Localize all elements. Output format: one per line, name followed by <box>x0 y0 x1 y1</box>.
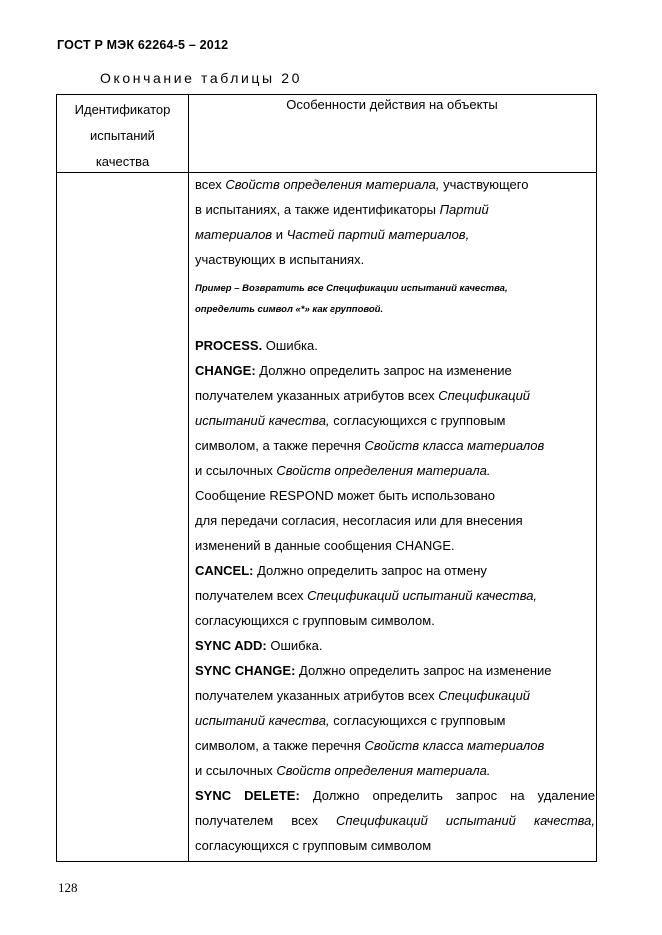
text-line: испытаний качества, согласующихся с групповым <box>195 413 506 428</box>
features-cell <box>195 172 595 858</box>
text-line: участвующих в испытаниях. <box>195 252 365 267</box>
text-line: получателем указанных атрибутов всех Спецификаций <box>195 388 531 403</box>
column-header-features: Особенности действия на объекты <box>286 97 498 112</box>
change-line: CHANGE: Должно определить запрос на изменение <box>195 363 512 378</box>
page-number: 128 <box>58 880 78 895</box>
example-note: Пример – Возвратить все Спецификации испытаний качества, <box>195 283 508 294</box>
text-line: символом, а также перечня Свойств класса материалов <box>195 438 545 453</box>
text-line: материалов и Частей партий материалов, <box>195 227 470 242</box>
text-line: всех Свойств определения материала, участвующего <box>195 177 529 192</box>
header-line: качества <box>95 154 150 169</box>
text-line: в испытаниях, а также идентификаторы Партий <box>195 202 489 217</box>
text-line: получателем всех Спецификаций испытаний качества, <box>195 813 595 828</box>
text-line: согласующихся с групповым символом. <box>195 613 435 628</box>
text-line: испытаний качества, согласующихся с групповым <box>195 713 506 728</box>
properties-table <box>56 94 597 862</box>
text-line: получателем указанных атрибутов всех Спецификаций <box>195 688 531 703</box>
document-code: ГОСТ Р МЭК 62264-5 – 2012 <box>57 38 229 52</box>
sync-add-line: SYNC ADD: Ошибка. <box>195 638 323 653</box>
sync-delete-line: SYNC DELETE: Должно определить запрос на удаление <box>195 788 596 803</box>
process-line: PROCESS. Ошибка. <box>195 338 318 353</box>
column-header-identifier <box>57 97 188 175</box>
header-line: Идентификатор <box>74 102 171 117</box>
column-divider <box>188 95 189 861</box>
table-caption: Окончание таблицы 20 <box>100 70 302 86</box>
text-line: символом, а также перечня Свойств класса материалов <box>195 738 545 753</box>
text-line: изменений в данные сообщения CHANGE. <box>195 538 455 553</box>
text-line: и ссылочных Свойств определения материала. <box>195 463 491 478</box>
text-line: Сообщение RESPOND может быть использовано <box>195 488 496 503</box>
text-line: для передачи согласия, несогласия или для внесения <box>195 513 523 528</box>
text-line: получателем всех Спецификаций испытаний качества, <box>195 588 538 603</box>
cancel-line: CANCEL: Должно определить запрос на отмену <box>195 563 487 578</box>
sync-change-line: SYNC CHANGE: Должно определить запрос на изменение <box>195 663 552 678</box>
header-line: испытаний <box>90 128 155 143</box>
text-line: и ссылочных Свойств определения материала. <box>195 763 491 778</box>
text-line: согласующихся с групповым символом <box>195 838 432 853</box>
example-note: определить символ «*» как групповой. <box>195 304 384 315</box>
